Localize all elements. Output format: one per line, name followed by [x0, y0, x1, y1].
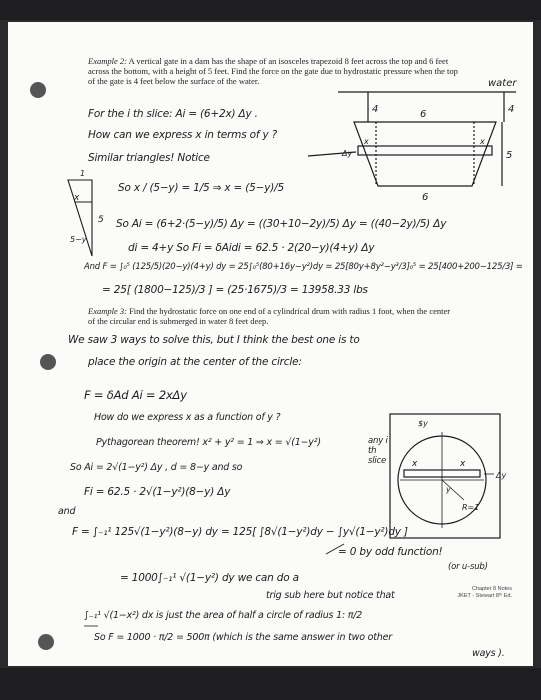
- hw-line-11: F = δAd Ai = 2xΔy: [84, 388, 187, 402]
- hw-line-9: We saw 3 ways to solve this, but I think the best one is to: [68, 334, 360, 346]
- example2-text: Example 2: A vertical gate in a dam has the shape of an isosceles trapezoid 8 feet across the top and 6 feet across the bottom, with a height of 5 feet. Find the force on the gate due to hydrostatic pressure when the top of the gate is 4 feet below the surface of the water.: [88, 56, 458, 86]
- circle-label-y: y: [446, 485, 451, 494]
- hw-line-3: Similar triangles! Notice: [88, 152, 210, 164]
- hw-line-14: So Ai = 2√(1−y²) Δy , d = 8−y and so: [70, 462, 243, 473]
- drum-frame: [390, 414, 500, 538]
- circle-label-x-right: x: [460, 459, 466, 469]
- hw-line-24: ways ).: [472, 648, 505, 659]
- sketch-layer: [8, 22, 533, 666]
- hw-line-15: Fi = 62.5 · 2√(1−y²)(8−y) Δy: [84, 486, 231, 498]
- hw-line-5: So Ai = (6+2·(5−y)/5) Δy = ((30+10−2y)/5) Δy = ((40−2y)/5) Δy: [116, 218, 447, 230]
- hw-line-18: = 0 by odd function!: [338, 546, 443, 558]
- hw-line-6: di = 4+y So Fi = δAidi = 62.5 · 2(20−y)(4+y) Δy: [128, 242, 375, 254]
- hw-line-22: ∫₋₁¹ √(1−x²) dx is just the area of half a circle of radius 1: π/2: [84, 610, 363, 621]
- triangle-outline: [68, 180, 92, 256]
- example3-text: Example 3: Find the hydrostatic force on one end of a cylindrical drum with radius 1 foot, when the center of the circular end is submerged in water 8 feet deep.: [88, 306, 451, 326]
- hw-line-4: So x / (5−y) = 1/5 ⇒ x = (5−y)/5: [118, 182, 284, 194]
- circle-diagram: [390, 414, 500, 538]
- notes-page: [8, 22, 533, 666]
- trapezoid-gate: [354, 122, 496, 186]
- label-dy: Δy: [342, 149, 353, 158]
- hw-line-19: (or u-sub): [448, 562, 488, 572]
- label-x-right: x: [480, 137, 485, 146]
- label-depth-right: 4: [508, 104, 515, 115]
- triangle-label-5: 5: [98, 215, 104, 225]
- hw-line-8: = 25[ (1800−125)/3 ] = (25·1675)/3 = 13958.33 lbs: [102, 284, 368, 296]
- label-bottom-width: 6: [422, 192, 429, 203]
- hw-line-7: And F = ∫₀⁵ (125/5)(20−y)(4+y) dy = 25∫₀⁵(80+16y−y²)dy = 25[80y+8y²−y³/3]₀⁵ = 25[400+200−125/3] =: [84, 262, 523, 272]
- hw-line-12: How do we express x as a function of y ?: [94, 412, 281, 423]
- label-height: 5: [506, 150, 513, 161]
- hw-line-1: For the i th slice: Ai = (6+2x) Δy .: [88, 108, 258, 120]
- hw-line-16: and: [58, 506, 76, 517]
- triangle-label-1: 1: [80, 169, 86, 178]
- hw-line-17: F = ∫₋₁¹ 125√(1−y²)(8−y) dy = 125[ ∫8√(1−y²)dy − ∫y√(1−y²)dy ]: [72, 526, 408, 538]
- circle-label-dy: Δy: [496, 471, 507, 480]
- note-any-slice: any i th slice: [368, 436, 388, 466]
- viewer-bottom-bar: [0, 668, 541, 700]
- slice-strip: [358, 146, 492, 155]
- label-water: water: [488, 78, 517, 89]
- hw-line-10: place the origin at the center of the circle:: [88, 356, 302, 368]
- circle-label-r: R=1: [462, 503, 480, 512]
- triangle-label-5-y: 5−y: [70, 235, 87, 244]
- hw-line-2: How can we express x in terms of y ?: [88, 129, 277, 141]
- hw-line-21: trig sub here but notice that: [266, 590, 395, 601]
- trapezoid-diagram: [308, 92, 516, 186]
- hw-line-13: Pythagorean theorem! x² + y² = 1 ⇒ x = √(1−y²): [96, 437, 321, 448]
- label-top-width: 6: [420, 109, 427, 120]
- label-x-left: x: [364, 137, 369, 146]
- odd-function-arrow: [326, 544, 344, 554]
- similar-triangle: [68, 180, 92, 256]
- hw-line-20: = 1000∫₋₁¹ √(1−y²) dy we can do a: [120, 572, 299, 584]
- circle-label-mark: $y: [418, 419, 428, 428]
- label-depth: 4: [372, 104, 379, 115]
- hw-line-23: So F = 1000 · π/2 = 500π (which is the same answer in two other: [94, 632, 392, 643]
- chapter-stamp: Chapter 8 Notes JKET - Stewart 8ᵗʰ Ed.: [457, 586, 512, 599]
- viewer-top-bar: [0, 0, 541, 20]
- triangle-label-x: x: [74, 193, 80, 203]
- circle-label-x-left: x: [412, 459, 418, 469]
